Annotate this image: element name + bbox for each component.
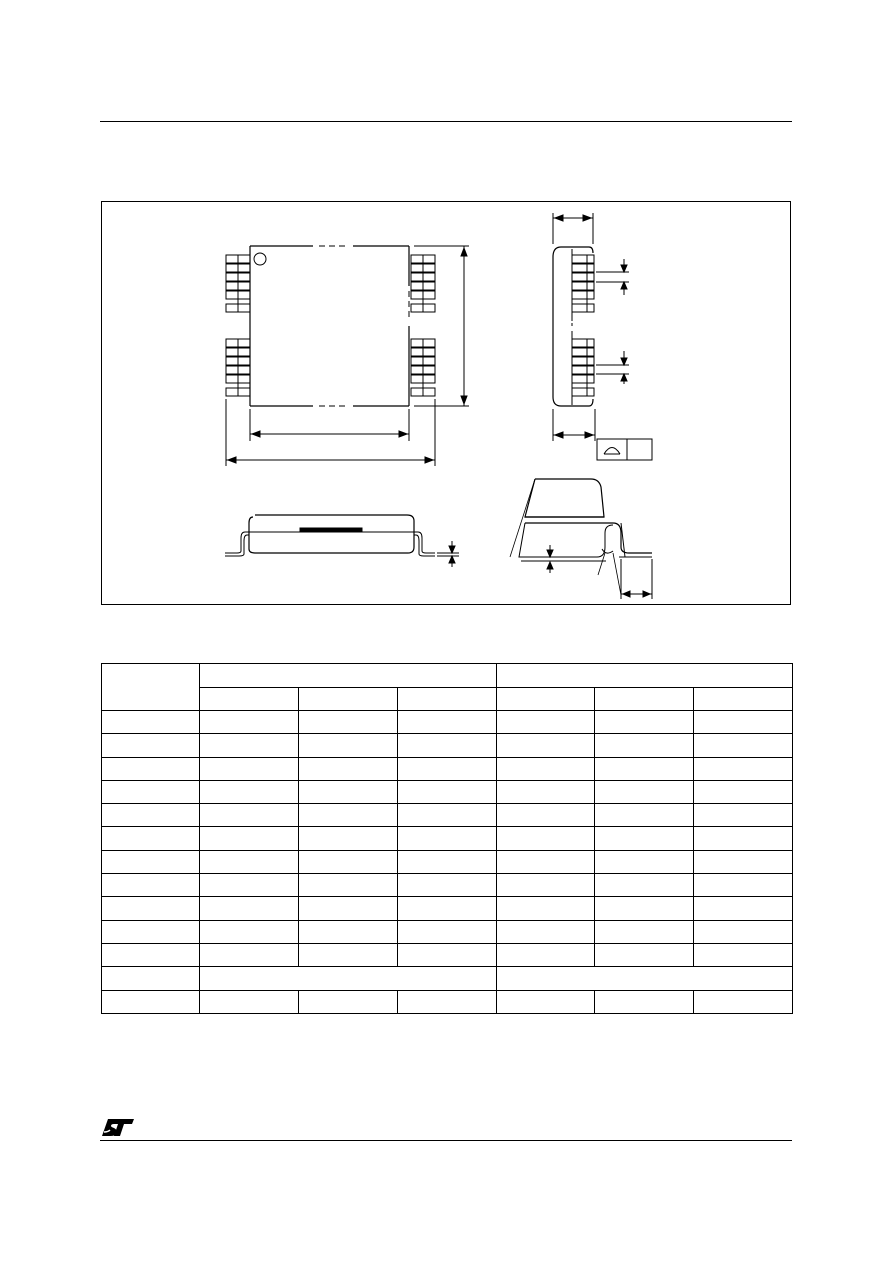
table-row [102,757,793,780]
end-view [225,515,459,567]
subheader-cell [595,688,694,711]
package-outline-svg [102,202,792,606]
table-row [102,827,793,850]
subheader-cell [299,688,398,711]
subheader-cell [497,688,595,711]
group-header-cell [200,664,497,688]
table-row [102,711,793,734]
table-row-merged [102,967,793,990]
table-row [102,804,793,827]
group-header-cell [497,664,793,688]
table-row [102,874,793,897]
table-row [102,943,793,966]
footer-rule [100,1140,792,1141]
st-logo-icon [100,1116,136,1138]
package-outline-drawing [101,201,791,605]
dim-header-cell [102,664,200,711]
side-view [553,213,652,460]
subheader-cell [200,688,299,711]
table-row [102,780,793,803]
top-view [226,246,469,466]
subheader-cell [398,688,497,711]
table-subheader-row [102,688,793,711]
table-row [102,920,793,943]
table-row [102,734,793,757]
subheader-cell [694,688,793,711]
table-row [102,897,793,920]
table-row [102,850,793,873]
mechanical-data-table [101,663,793,1014]
lead-detail-view [510,479,652,599]
table-header-row [102,664,793,688]
header-rule [100,121,792,122]
table-row [102,990,793,1013]
